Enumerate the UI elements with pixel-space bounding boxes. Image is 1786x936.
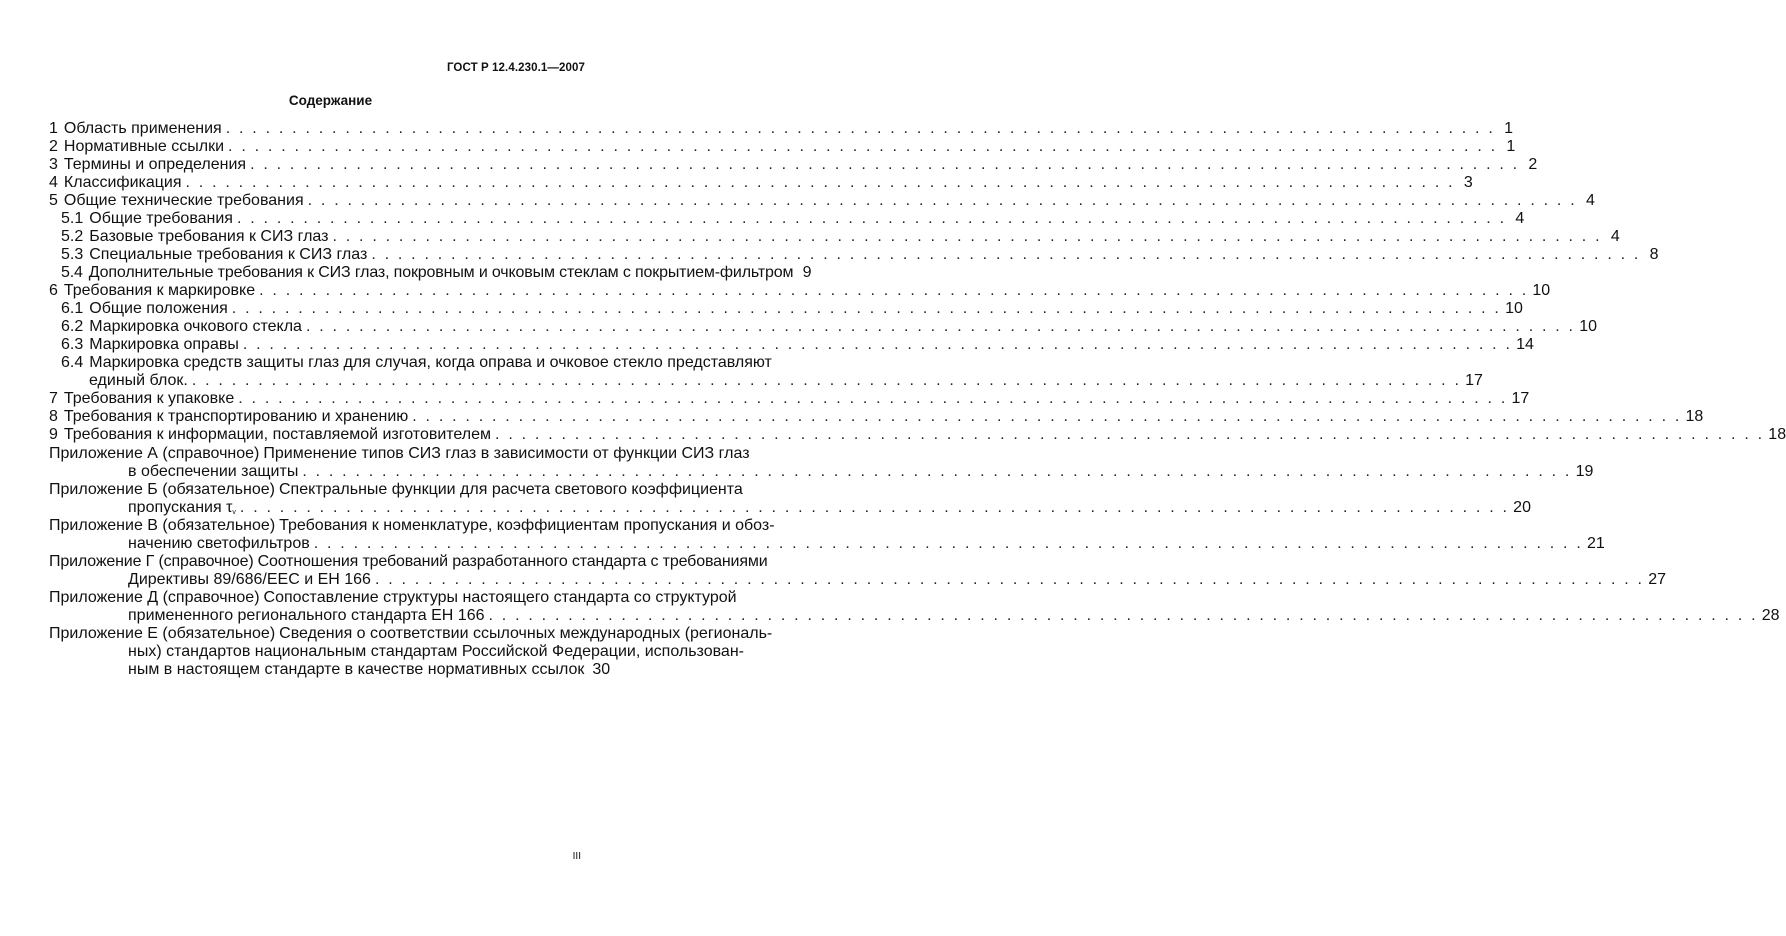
toc-entry-title: Область применения bbox=[63, 120, 222, 137]
toc-entry-number: 9 bbox=[49, 426, 58, 443]
appendix-page: 30 bbox=[592, 661, 611, 678]
toc-entry-title: Специальные требования к СИЗ глаз bbox=[89, 246, 368, 263]
toc-entry-number: 8 bbox=[49, 408, 58, 425]
toc-entry-page: 10 bbox=[1532, 282, 1551, 299]
toc-entry[interactable] bbox=[49, 156, 1538, 174]
appendix-title: Применение типов СИЗ глаз в зависимости от функции СИЗ глаз bbox=[263, 445, 750, 462]
toc-appendix-continuation[interactable] bbox=[128, 571, 1666, 589]
toc-entry-number: 2 bbox=[49, 138, 58, 155]
toc-entry-number: 5 bbox=[49, 192, 58, 209]
appendix-label: Приложение Б (обязательное) bbox=[49, 481, 275, 498]
appendix-label: Приложение В (обязательное) bbox=[49, 517, 276, 534]
dot-leader bbox=[243, 336, 1512, 354]
toc-entry-number: 5.2 bbox=[61, 228, 84, 245]
tau-subscript: v bbox=[232, 509, 236, 516]
toc-appendix-continuation[interactable] bbox=[128, 535, 1605, 553]
toc-appendix[interactable] bbox=[49, 445, 750, 463]
dot-leader bbox=[495, 426, 1764, 444]
dot-leader bbox=[412, 408, 1681, 426]
toc-entry-page: 9 bbox=[802, 264, 812, 281]
dot-leader bbox=[240, 499, 1509, 517]
toc-entry-title: Общие положения bbox=[89, 300, 228, 317]
toc-appendix[interactable] bbox=[49, 553, 768, 571]
toc-entry-title: Требования к информации, поставляемой изготовителем bbox=[63, 426, 492, 443]
toc-entry-page: 4 bbox=[1585, 192, 1595, 209]
dot-leader bbox=[308, 192, 1577, 210]
dot-leader bbox=[371, 246, 1640, 264]
dot-leader bbox=[232, 300, 1501, 318]
dot-leader bbox=[237, 210, 1506, 228]
appendix-label: Приложение Д (справочное) bbox=[49, 589, 260, 606]
toc-entry[interactable] bbox=[61, 336, 1534, 354]
toc-entry-number: 6.4 bbox=[61, 354, 84, 371]
dot-leader bbox=[192, 372, 1461, 390]
toc-entry-page: 10 bbox=[1505, 300, 1523, 317]
toc-entry-title: Требования к маркировке bbox=[63, 282, 256, 299]
toc-appendix[interactable] bbox=[49, 589, 737, 607]
toc-entry-page: 8 bbox=[1649, 246, 1659, 263]
toc-entry-number: 6.1 bbox=[61, 300, 84, 317]
toc-entry[interactable] bbox=[61, 210, 1525, 228]
toc-appendix[interactable] bbox=[49, 625, 773, 643]
toc-entry-page: 18 bbox=[1768, 426, 1786, 443]
toc-entry-title: Общие технические требования bbox=[63, 192, 304, 209]
toc-entry-title: Нормативные ссылки bbox=[63, 138, 225, 155]
dot-leader bbox=[186, 174, 1455, 192]
toc-entry-title: Базовые требования к СИЗ глаз bbox=[89, 228, 329, 245]
toc-appendix[interactable] bbox=[49, 481, 743, 499]
appendix-title: ных) стандартов национальным стандартам Российской Федерации, использован- bbox=[128, 643, 744, 660]
toc-entry-number: 5.4 bbox=[61, 264, 83, 281]
toc-appendix-continuation[interactable] bbox=[128, 607, 1780, 625]
toc-entry-page: 2 bbox=[1528, 156, 1538, 173]
appendix-label: Приложение Г (справочное) bbox=[49, 553, 254, 570]
toc-entry-number: 6.3 bbox=[61, 336, 84, 353]
toc-entry-title: Маркировка средств защиты глаз для случая, когда оправа и очковое стекло представляют bbox=[89, 354, 772, 371]
appendix-title bbox=[128, 499, 236, 517]
appendix-page: 28 bbox=[1761, 607, 1780, 624]
standard-code: ГОСТ Р 12.4.230.1—2007 bbox=[446, 62, 585, 74]
toc-entry-number: 3 bbox=[49, 156, 58, 173]
appendix-page: 21 bbox=[1586, 535, 1605, 552]
toc-entry-page: 1 bbox=[1504, 120, 1513, 137]
dot-leader bbox=[375, 571, 1644, 589]
toc-entry[interactable] bbox=[61, 318, 1598, 336]
appendix-title: Сопоставление структуры настоящего стандарта со структурой bbox=[263, 589, 737, 606]
toc-entry-page: 4 bbox=[1515, 210, 1525, 227]
toc-appendix[interactable] bbox=[49, 517, 775, 535]
toc-appendix-continuation[interactable] bbox=[128, 463, 1594, 481]
appendix-title: Соотношения требований разработанного стандарта с требованиями bbox=[257, 553, 768, 570]
toc-entry-page: 10 bbox=[1579, 318, 1598, 335]
toc-entry-number: 7 bbox=[49, 390, 58, 407]
toc-entry[interactable] bbox=[49, 282, 1551, 300]
toc-entry-title: единый блок. bbox=[89, 372, 188, 389]
toc-entry-page: 4 bbox=[1610, 228, 1620, 245]
appendix-title: начению светофильтров bbox=[128, 535, 310, 552]
dot-leader bbox=[489, 607, 1758, 625]
page-number: III bbox=[572, 851, 581, 862]
toc-entry-page: 17 bbox=[1511, 390, 1530, 407]
toc-entry-title: Требования к транспортированию и хранению bbox=[63, 408, 409, 425]
toc-entry-page: 3 bbox=[1463, 174, 1473, 191]
toc-entry[interactable] bbox=[49, 390, 1530, 408]
dot-leader bbox=[314, 535, 1583, 553]
appendix-title: ным в настоящем стандарте в качестве нормативных ссылок bbox=[128, 661, 585, 678]
toc-entry-page: 18 bbox=[1685, 408, 1704, 425]
toc-entry-title: Классификация bbox=[63, 174, 182, 191]
appendix-title: Директивы 89/686/ЕЕС и ЕН 166 bbox=[128, 571, 371, 588]
toc-entry[interactable] bbox=[61, 246, 1659, 264]
appendix-title: в обеспечении защиты bbox=[128, 463, 299, 480]
appendix-title: примененного регионального стандарта ЕН 166 bbox=[128, 607, 485, 624]
toc-entry-title: Дополнительные требования к СИЗ глаз, покровным и очковым стеклам с покрытием-фильтром bbox=[88, 264, 794, 281]
toc-entry-number: 5.1 bbox=[61, 210, 84, 227]
dot-leader bbox=[302, 463, 1571, 481]
toc-entry[interactable] bbox=[49, 138, 1516, 156]
dot-leader bbox=[226, 120, 1495, 138]
appendix-title: Сведения о соответствии ссылочных международных (региональ- bbox=[279, 625, 773, 642]
toc-entry-page: 14 bbox=[1516, 336, 1534, 353]
appendix-label: Приложение А (справочное) bbox=[49, 445, 260, 462]
toc-entry[interactable] bbox=[61, 228, 1620, 246]
toc-entry-number: 1 bbox=[49, 120, 58, 137]
toc-entry-title: Общие требования bbox=[89, 210, 233, 227]
toc-appendix-continuation[interactable] bbox=[128, 499, 1531, 517]
toc-entry-page: 1 bbox=[1506, 138, 1516, 155]
appendix-page: 19 bbox=[1575, 463, 1594, 480]
dot-leader bbox=[332, 228, 1601, 246]
toc-entry-title: Требования к упаковке bbox=[63, 390, 235, 407]
toc-appendix-continuation[interactable] bbox=[128, 661, 611, 679]
toc-title: Содержание bbox=[288, 93, 373, 108]
toc-entry[interactable] bbox=[49, 120, 1513, 138]
toc-entry[interactable] bbox=[61, 354, 772, 372]
toc-entry-continuation[interactable] bbox=[89, 372, 1483, 390]
toc-entry[interactable] bbox=[61, 300, 1523, 318]
toc-entry-number: 6.2 bbox=[61, 318, 84, 335]
toc-entry[interactable] bbox=[49, 426, 1786, 444]
toc-entry[interactable] bbox=[49, 408, 1704, 426]
appendix-title: Спектральные функции для расчета светового коэффициента bbox=[278, 481, 743, 498]
toc-entry-number: 4 bbox=[49, 174, 58, 191]
appendix-title: Требования к номенклатуре, коэффициентам пропускания и обоз- bbox=[279, 517, 775, 534]
toc-entry-title: Термины и определения bbox=[63, 156, 247, 173]
dot-leader bbox=[259, 282, 1528, 300]
dot-leader bbox=[238, 390, 1507, 408]
toc-entry-title: Маркировка очкового стекла bbox=[89, 318, 302, 335]
appendix-title-text: пропускания τ bbox=[128, 499, 233, 516]
dot-leader bbox=[306, 318, 1575, 336]
toc-entry-number: 5.3 bbox=[61, 246, 84, 263]
toc-entry[interactable] bbox=[61, 264, 812, 282]
toc-entry-title: Маркировка оправы bbox=[89, 336, 239, 353]
toc-appendix-continuation[interactable] bbox=[128, 643, 744, 661]
dot-leader bbox=[228, 138, 1497, 156]
appendix-page: 20 bbox=[1513, 499, 1531, 516]
appendix-label: Приложение Е (обязательное) bbox=[49, 625, 276, 642]
dot-leader bbox=[250, 156, 1519, 174]
toc-entry[interactable] bbox=[49, 174, 1473, 192]
toc-entry-number: 6 bbox=[49, 282, 58, 299]
appendix-page: 27 bbox=[1648, 571, 1666, 588]
toc-entry-page: 17 bbox=[1465, 372, 1483, 389]
toc-entry[interactable] bbox=[49, 192, 1595, 210]
